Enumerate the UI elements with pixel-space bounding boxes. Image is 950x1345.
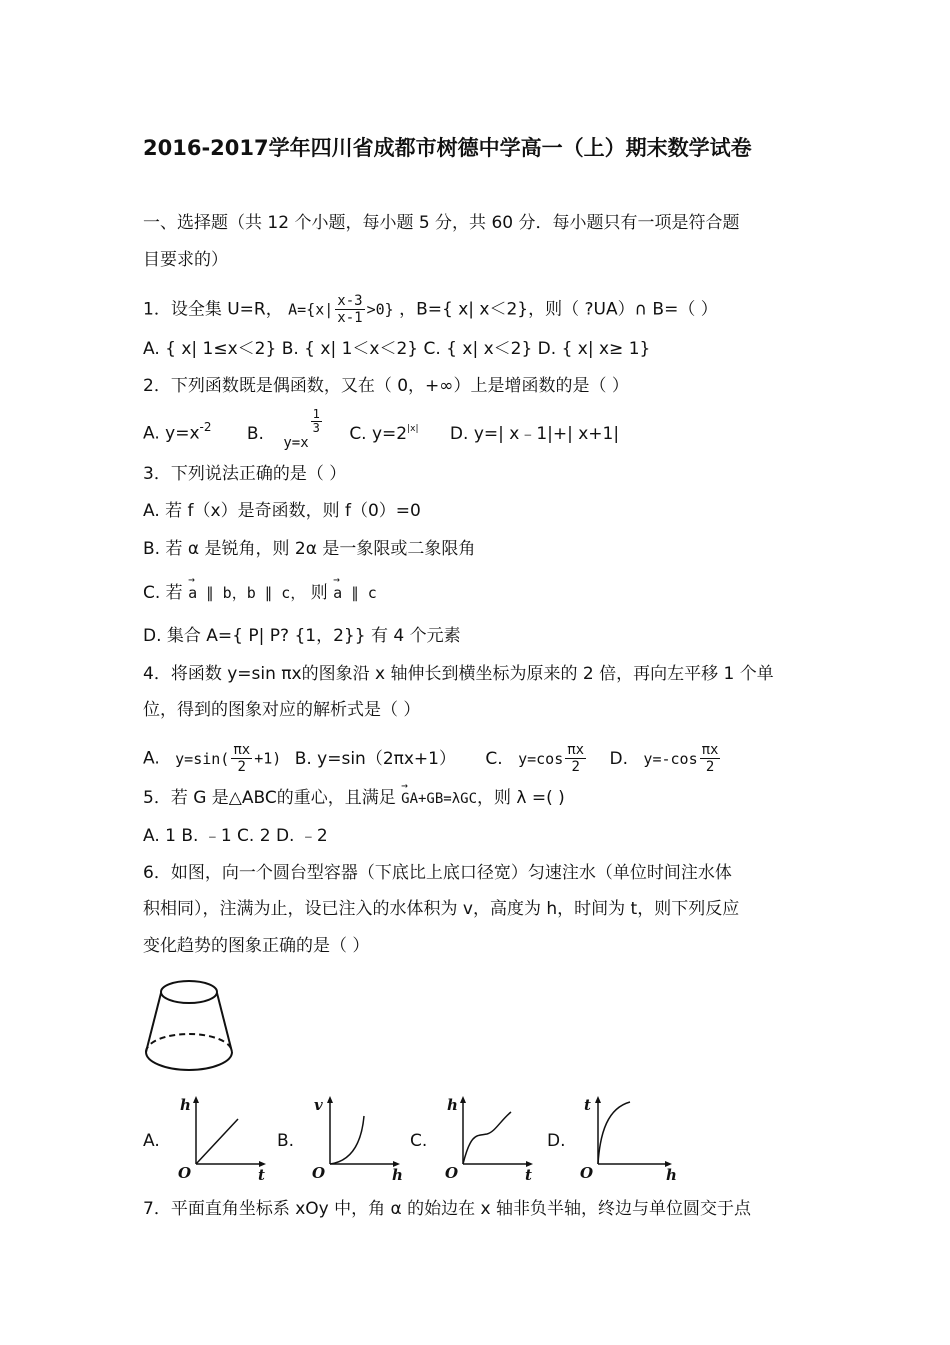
- q2-opt-c-sup: |x|: [407, 423, 419, 434]
- graph-c-x-label: t: [525, 1166, 532, 1182]
- question-3-stem: 3．下列说法正确的是（ ）: [143, 464, 347, 484]
- frustum-left-side: [146, 993, 161, 1052]
- graph-a-x-label: t: [258, 1166, 265, 1182]
- graph-d-curve: [598, 1102, 630, 1164]
- q4-opt-c-frac: [565, 742, 586, 775]
- q1-set-a-pre: A={x|: [288, 300, 334, 319]
- q4-opt-d-label: D.: [609, 748, 629, 769]
- graph-b-label: B.: [277, 1131, 295, 1151]
- question-1-stem: [143, 293, 718, 326]
- q4-opt-a-label: A.: [143, 748, 160, 769]
- q3-opt-c-result: → a ∥ c: [333, 582, 377, 604]
- q2-opt-a-sup: -2: [199, 419, 212, 434]
- q4-opt-b: B. y=sin（2πx+1）: [294, 748, 456, 769]
- graph-c-label: C.: [410, 1131, 428, 1151]
- question-6-stem-cont: 积相同），注满为止，设已注入的水体积为 v，高度为 h，时间为 t，则下列反应: [143, 899, 740, 919]
- frustum-bottom-front: [146, 1052, 232, 1070]
- graph-d-origin: O: [580, 1164, 594, 1182]
- q4-d-num: πx: [701, 742, 719, 758]
- frustum-right-side: [217, 993, 232, 1052]
- frustum-bottom-back: [146, 1034, 232, 1052]
- q2-opt-b-exponent: [311, 408, 322, 435]
- graph-a: [170, 1092, 280, 1182]
- graph-a-curve: [196, 1119, 238, 1164]
- q1-stem-a: 1．设全集 U=R，: [143, 299, 283, 320]
- frustum-top-rim: [161, 981, 217, 1003]
- q2-opt-b-label: B.: [246, 423, 264, 444]
- q1-set-a-post: >0}: [366, 300, 394, 319]
- question-7-stem: 7．平面直角坐标系 xOy 中，角 α 的始边在 x 轴非负半轴，终边与单位圆交于点: [143, 1199, 752, 1219]
- q2-exp-den: 3: [312, 421, 320, 435]
- graph-b: [304, 1092, 414, 1182]
- q5-vector-expr: → GA+GB=λGC: [401, 788, 477, 810]
- q4-c-num: πx: [567, 742, 585, 758]
- graph-d-y-label: t: [584, 1096, 591, 1114]
- graph-b-curve: [330, 1116, 364, 1164]
- frustum-container-figure: [138, 975, 238, 1075]
- q2-opt-c: C. y=2: [349, 423, 408, 444]
- q2-opt-a: A. y=x: [143, 423, 200, 444]
- q4-opt-a-frac: [231, 742, 252, 775]
- question-4-stem-cont: 位，得到的图象对应的解析式是（ ）: [143, 700, 421, 720]
- graph-a-label: A.: [143, 1131, 160, 1151]
- q4-opt-a-post: +1): [254, 749, 282, 768]
- graph-a-y-label: h: [180, 1096, 191, 1114]
- q4-opt-d-pre: y=-cos: [643, 749, 698, 768]
- q1-stem-b: ，B={ x| x＜2}，则（ ?UA）∩ B=（ ）: [399, 299, 718, 320]
- graph-c-curve: [463, 1112, 511, 1164]
- q1-fraction: [335, 293, 364, 326]
- question-2-stem: 2．下列函数既是偶函数，又在（ 0，+∞）上是增函数的是（ ）: [143, 376, 629, 396]
- graph-b-x-label: h: [392, 1166, 403, 1182]
- q1-frac-den: x-1: [337, 310, 363, 326]
- graph-d-label: D.: [547, 1131, 566, 1151]
- q5-stem-pre: 5．若 G 是△ABC的重心，且满足: [143, 788, 396, 808]
- q1-frac-num: x-3: [337, 293, 363, 309]
- q4-a-num: πx: [233, 742, 251, 758]
- q4-a-den: 2: [237, 759, 246, 775]
- question-5-stem: [143, 787, 565, 810]
- q2-opt-d: D. y=| x﹣1|+| x+1|: [449, 423, 620, 444]
- section-heading-cont: 目要求的）: [143, 250, 228, 270]
- question-1-options: A. { x| 1≤x＜2} B. { x| 1＜x＜2} C. { x| x＜2} D. { x| x≥ 1}: [143, 339, 651, 359]
- q2-exp-num: 1: [312, 407, 320, 421]
- q3-opt-c-mid: 则: [310, 583, 328, 603]
- question-4-stem: 4．将函数 y=sin πx的图象沿 x 轴伸长到横坐标为原来的 2 倍，再向左平移 1 个单: [143, 664, 774, 684]
- q4-opt-d-frac: [700, 742, 721, 775]
- q4-d-den: 2: [705, 759, 715, 775]
- question-3-opt-d: D. 集合 A={ P| P? {1，2}} 有 4 个元素: [143, 626, 461, 646]
- graph-b-y-label: v: [314, 1096, 323, 1114]
- graph-c-y-label: h: [447, 1096, 458, 1114]
- section-heading: 一、选择题（共 12 个小题，每小题 5 分，共 60 分．每小题只有一项是符合题: [143, 213, 740, 233]
- graph-b-origin: O: [312, 1164, 326, 1182]
- question-3-opt-a: A. 若 f（x）是奇函数，则 f（0）=0: [143, 501, 421, 521]
- graph-d-x-label: h: [666, 1166, 677, 1182]
- question-5-options: A. 1 B. ﹣1 C. 2 D. ﹣2: [143, 826, 328, 846]
- q5-stem-post: ，则 λ =( ): [477, 788, 565, 808]
- graph-c-origin: O: [445, 1164, 459, 1182]
- question-3-opt-b: B. 若 α 是锐角，则 2α 是一象限或二象限角: [143, 539, 476, 559]
- graph-d: [572, 1092, 687, 1182]
- q4-opt-a-pre: y=sin(: [175, 749, 230, 768]
- q3-opt-c-pre: C. 若: [143, 583, 183, 603]
- q4-opt-c-label: C.: [485, 748, 503, 769]
- graph-d-y-arrow: [595, 1096, 601, 1103]
- graph-c-y-arrow: [460, 1096, 466, 1103]
- graph-b-y-arrow: [327, 1096, 333, 1103]
- graph-a-origin: O: [178, 1164, 192, 1182]
- question-6-stem: 6．如图，向一个圆台型容器（下底比上底口径宽）匀速注水（单位时间注水体: [143, 863, 732, 883]
- question-4-options: [143, 742, 722, 775]
- q2-opt-b-base: y=x: [283, 434, 309, 451]
- page-title: 2016-2017学年四川省成都市树德中学高一（上）期末数学试卷: [143, 136, 752, 160]
- q3-opt-c-expr: → a ∥ b，b ∥ c，: [188, 582, 305, 604]
- question-6-stem-cont2: 变化趋势的图象正确的是（ ）: [143, 936, 370, 956]
- graph-c: [437, 1092, 547, 1182]
- q4-opt-c-pre: y=cos: [518, 749, 564, 768]
- question-2-options: [143, 407, 620, 451]
- graph-a-y-arrow: [193, 1096, 199, 1103]
- q4-c-den: 2: [571, 759, 580, 775]
- question-3-opt-c: [143, 582, 377, 604]
